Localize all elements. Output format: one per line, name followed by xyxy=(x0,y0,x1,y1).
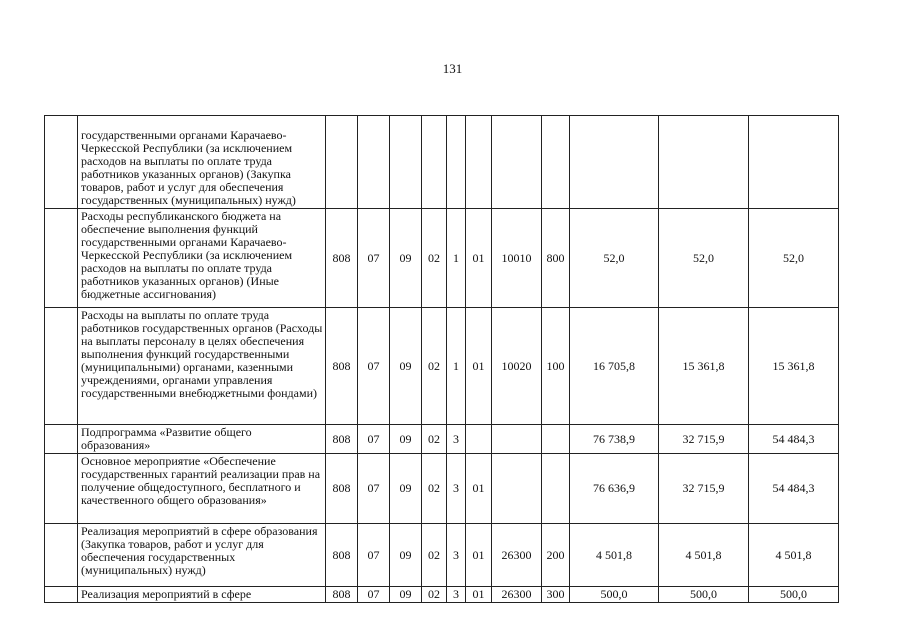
main-activity-code-cell xyxy=(466,425,492,454)
amount-year-1-cell: 500,0 xyxy=(570,587,659,603)
amount-year-2-cell xyxy=(659,116,749,209)
table-row xyxy=(45,587,839,603)
amount-year-1-cell: 4 501,8 xyxy=(570,524,659,587)
program-code-cell: 02 xyxy=(422,425,447,454)
amount-year-3-cell: 15 361,8 xyxy=(749,308,839,425)
amount-year-2-cell: 52,0 xyxy=(659,209,749,308)
expense-type-code-cell: 800 xyxy=(542,209,570,308)
row-number-cell xyxy=(45,454,78,524)
section-code-cell: 07 xyxy=(358,308,390,425)
subprogram-code-cell: 1 xyxy=(447,308,466,425)
budget-table xyxy=(44,115,839,603)
expense-type-code-cell: 100 xyxy=(542,308,570,425)
amount-year-2-cell: 4 501,8 xyxy=(659,524,749,587)
expense-type-code-cell: 300 xyxy=(542,587,570,603)
subsection-code-cell: 09 xyxy=(390,587,422,603)
program-code-cell: 02 xyxy=(422,209,447,308)
expense-name-cell: Реализация мероприятий в сфере образования (Закупка товаров, работ и услуг для обеспечения государственных (муниципальных) нужд) xyxy=(78,524,326,587)
amount-year-3-cell: 500,0 xyxy=(749,587,839,603)
section-code-cell: 07 xyxy=(358,524,390,587)
direction-code-cell: 10020 xyxy=(492,308,542,425)
main-activity-code-cell xyxy=(466,116,492,209)
table-row xyxy=(45,425,839,454)
expense-name-cell: государственными органами Карачаево-Черкесской Республики (за исключением расходов на выплаты по оплате труда работников указанных органов) (Закупка товаров, работ и услуг для обеспечения государственных (муниципальных) нужд) xyxy=(78,116,326,209)
ministry-code-cell: 808 xyxy=(326,524,358,587)
subsection-code-cell xyxy=(390,116,422,209)
direction-code-cell: 26300 xyxy=(492,587,542,603)
subsection-code-cell: 09 xyxy=(390,454,422,524)
ministry-code-cell xyxy=(326,116,358,209)
main-activity-code-cell: 01 xyxy=(466,454,492,524)
subsection-code-cell: 09 xyxy=(390,425,422,454)
expense-type-code-cell xyxy=(542,425,570,454)
amount-year-2-cell: 32 715,9 xyxy=(659,454,749,524)
expense-name-cell: Расходы на выплаты по оплате труда работников государственных органов (Расходы на выплаты персоналу в целях обеспечения выполнения функций государственными (муниципальными) органами, казенными учреждениями, органами управления государственными внебюджетными фондами) xyxy=(78,308,326,425)
section-code-cell: 07 xyxy=(358,587,390,603)
ministry-code-cell: 808 xyxy=(326,587,358,603)
program-code-cell: 02 xyxy=(422,587,447,603)
page-number: 131 xyxy=(442,61,463,76)
amount-year-2-cell: 500,0 xyxy=(659,587,749,603)
amount-year-1-cell: 76 738,9 xyxy=(570,425,659,454)
main-activity-code-cell: 01 xyxy=(466,587,492,603)
ministry-code-cell: 808 xyxy=(326,308,358,425)
subprogram-code-cell: 3 xyxy=(447,524,466,587)
row-number-cell xyxy=(45,209,78,308)
expense-type-code-cell: 200 xyxy=(542,524,570,587)
amount-year-2-cell: 32 715,9 xyxy=(659,425,749,454)
table-row xyxy=(45,524,839,587)
ministry-code-cell: 808 xyxy=(326,454,358,524)
table-row xyxy=(45,454,839,524)
direction-code-cell xyxy=(492,454,542,524)
program-code-cell: 02 xyxy=(422,454,447,524)
amount-year-3-cell: 4 501,8 xyxy=(749,524,839,587)
direction-code-cell: 10010 xyxy=(492,209,542,308)
subprogram-code-cell: 3 xyxy=(447,425,466,454)
table-row xyxy=(45,308,839,425)
amount-year-1-cell xyxy=(570,116,659,209)
row-number-cell xyxy=(45,116,78,209)
amount-year-1-cell: 52,0 xyxy=(570,209,659,308)
amount-year-3-cell xyxy=(749,116,839,209)
ministry-code-cell: 808 xyxy=(326,425,358,454)
program-code-cell: 02 xyxy=(422,524,447,587)
program-code-cell xyxy=(422,116,447,209)
main-activity-code-cell: 01 xyxy=(466,308,492,425)
subsection-code-cell: 09 xyxy=(390,308,422,425)
amount-year-1-cell: 76 636,9 xyxy=(570,454,659,524)
subprogram-code-cell: 3 xyxy=(447,587,466,603)
section-code-cell: 07 xyxy=(358,454,390,524)
expense-name-cell: Основное мероприятие «Обеспечение государственных гарантий реализации прав на получение общедоступного, бесплатного и качественного общего образования» xyxy=(78,454,326,524)
expense-name-cell: Расходы республиканского бюджета на обеспечение выполнения функций государственными органами Карачаево-Черкесской Республики (за исключением расходов на выплаты по оплате труда работников указанных органов) (Иные бюджетные ассигнования) xyxy=(78,209,326,308)
row-number-cell xyxy=(45,308,78,425)
table-row xyxy=(45,116,839,209)
expense-name-cell: Реализация мероприятий в сфере xyxy=(78,587,326,603)
subprogram-code-cell: 1 xyxy=(447,209,466,308)
expense-name-cell: Подпрограмма «Развитие общего образования» xyxy=(78,425,326,454)
row-number-cell xyxy=(45,524,78,587)
direction-code-cell xyxy=(492,116,542,209)
expense-type-code-cell xyxy=(542,454,570,524)
row-number-cell xyxy=(45,587,78,603)
main-activity-code-cell: 01 xyxy=(466,209,492,308)
program-code-cell: 02 xyxy=(422,308,447,425)
subprogram-code-cell xyxy=(447,116,466,209)
amount-year-2-cell: 15 361,8 xyxy=(659,308,749,425)
subsection-code-cell: 09 xyxy=(390,209,422,308)
subprogram-code-cell: 3 xyxy=(447,454,466,524)
amount-year-3-cell: 54 484,3 xyxy=(749,454,839,524)
section-code-cell: 07 xyxy=(358,425,390,454)
amount-year-3-cell: 52,0 xyxy=(749,209,839,308)
ministry-code-cell: 808 xyxy=(326,209,358,308)
amount-year-3-cell: 54 484,3 xyxy=(749,425,839,454)
direction-code-cell xyxy=(492,425,542,454)
section-code-cell xyxy=(358,116,390,209)
table-row xyxy=(45,209,839,308)
row-number-cell xyxy=(45,425,78,454)
expense-type-code-cell xyxy=(542,116,570,209)
amount-year-1-cell: 16 705,8 xyxy=(570,308,659,425)
subsection-code-cell: 09 xyxy=(390,524,422,587)
section-code-cell: 07 xyxy=(358,209,390,308)
direction-code-cell: 26300 xyxy=(492,524,542,587)
main-activity-code-cell: 01 xyxy=(466,524,492,587)
